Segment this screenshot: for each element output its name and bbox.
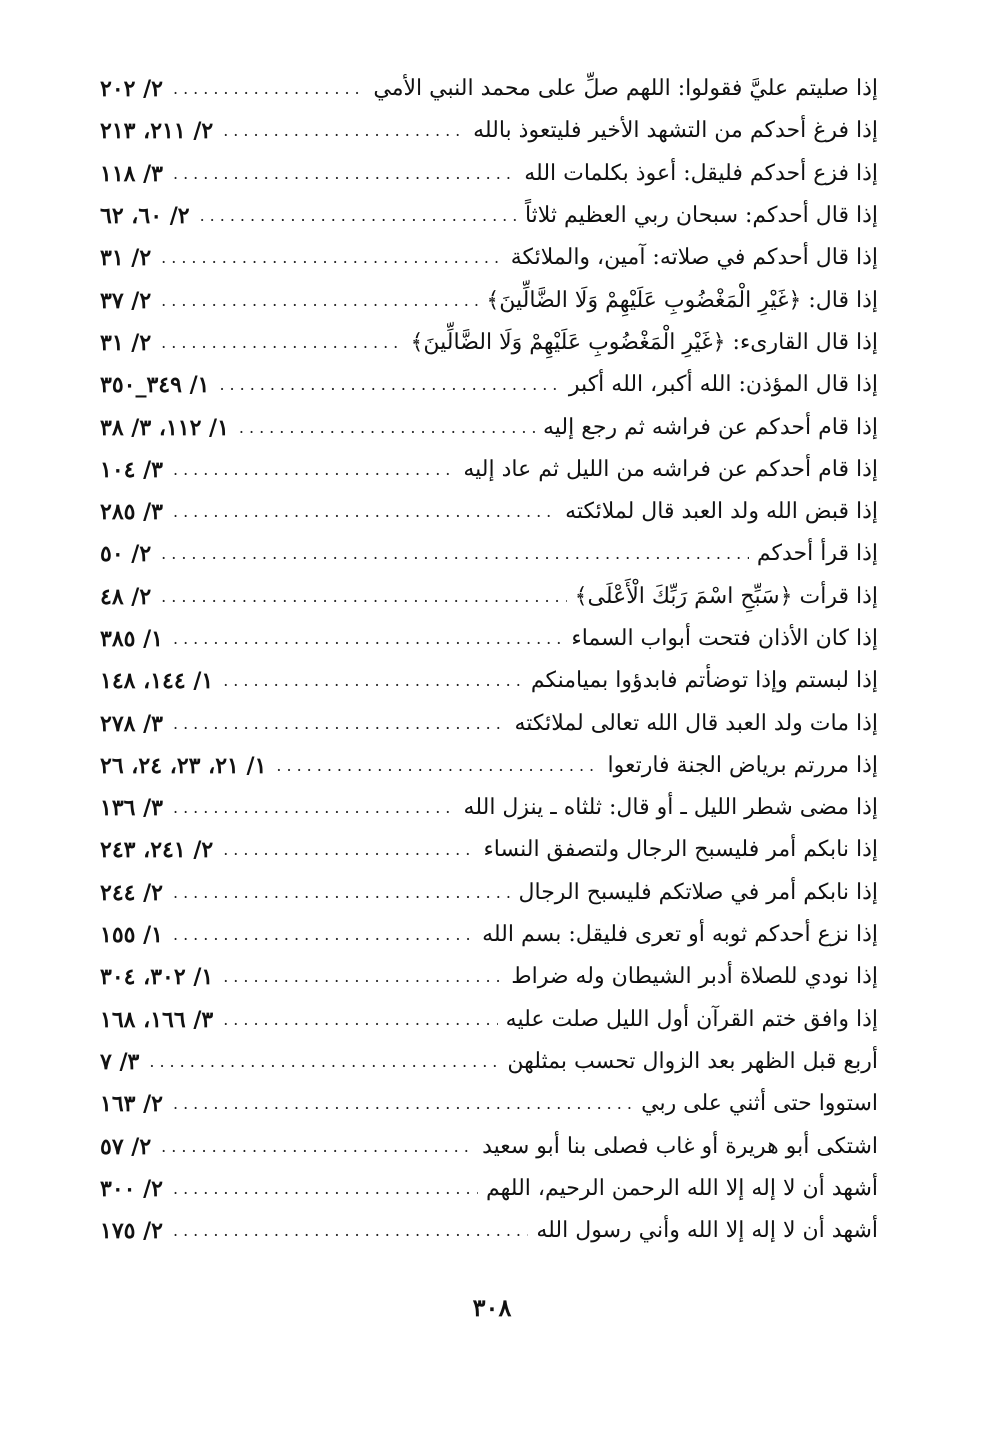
entry-reference: ٣/ ١٣٦: [100, 795, 163, 822]
entry-text: إذا قال أحدكم في صلاته: آمين، والملائكة: [510, 245, 878, 271]
entry-reference: ٢/ ٥٠: [100, 541, 152, 568]
index-entry: [100, 153, 878, 195]
entry-reference: ٢/ ٤٨: [100, 583, 152, 610]
dot-leader: [161, 546, 749, 562]
dot-leader: [219, 377, 560, 393]
entry-text: إذا فرغ أحدكم من التشهد الأخير فليتعوذ بالله: [473, 118, 878, 144]
entry-text: إذا كان الأذان فتحت أبواب السماء: [571, 626, 878, 651]
dot-leader: [223, 1012, 497, 1028]
entry-reference: ٢/ ١٦٣: [100, 1091, 163, 1118]
entry-text: إذا قال أحدكم: سبحان ربي العظيم ثلاثاً: [524, 203, 878, 229]
index-entry: [100, 914, 878, 956]
index-entry: [100, 872, 878, 914]
entry-text: إذا مررتم برياض الجنة فارتعوا: [607, 752, 878, 778]
dot-leader: [173, 927, 474, 943]
entry-text: إذا مضى شطر الليل ـ أو قال: ثلثاه ـ ينزل الله: [463, 795, 878, 821]
entry-text: أربع قبل الظهر بعد الزوال تحسب بمثلهن: [507, 1048, 878, 1074]
index-entry: [100, 1210, 878, 1252]
entry-text: إذا نابكم أمر فليسبح الرجال ولتصفق النساء: [483, 837, 878, 863]
entry-text: إذا نزع أحدكم ثوبه أو تعرى فليقل: بسم الله: [482, 922, 878, 948]
entry-text: اشتكى أبو هريرة أو غاب فصلى بنا أبو سعيد: [482, 1133, 878, 1159]
index-entry: [100, 829, 878, 871]
index-entry: [100, 491, 878, 533]
dot-leader: [161, 1139, 474, 1155]
index-entry: [100, 237, 878, 279]
entry-reference: ٢/ ١٧٥: [100, 1218, 163, 1245]
entry-text: إذا نودي للصلاة أدبر الشيطان وله ضراط: [511, 964, 878, 990]
dot-leader: [173, 504, 557, 520]
entry-text: أشهد أن لا إله إلا الله وأني رسول الله: [536, 1218, 878, 1244]
index-entry: [100, 660, 878, 702]
dot-leader: [173, 1096, 633, 1112]
dot-leader: [223, 969, 503, 985]
dot-leader: [173, 631, 563, 647]
entry-reference: ٢/ ٥٧: [100, 1133, 152, 1160]
dot-leader: [173, 81, 365, 97]
entry-text: إذا قرأت ﴿سَبِّحِ اسْمَ رَبِّكَ الْأَعْلَى﴾: [574, 583, 878, 609]
entry-text: أشهد أن لا إله إلا الله الرحمن الرحيم، اللهم: [486, 1175, 878, 1201]
dot-leader: [173, 1181, 478, 1197]
index-entry: [100, 999, 878, 1041]
entry-text: إذا قام أحدكم عن فراشه من الليل ثم عاد إليه: [463, 456, 878, 482]
index-entry: [100, 533, 878, 575]
index-entry: [100, 322, 878, 364]
entry-reference: ٣/ ١٦٦، ١٦٨: [100, 1006, 214, 1033]
entry-reference: ٣/ ٢٧٨: [100, 710, 163, 737]
index-entry: [100, 195, 878, 237]
entry-reference: ١/ ٣٤٩_٣٥٠: [100, 372, 210, 399]
entry-reference: ٢/ ٣٧: [100, 287, 152, 314]
entry-text: إذا مات ولد العبد قال الله تعالى لملائكته: [514, 710, 878, 736]
index-entry: [100, 576, 878, 618]
dot-leader: [149, 1054, 499, 1070]
entry-reference: ٢/ ٣١: [100, 329, 152, 356]
entry-reference: ٢/ ٦٠، ٦٢: [100, 203, 190, 230]
entry-reference: ٢/ ٣١: [100, 245, 152, 272]
dot-leader: [223, 673, 523, 689]
entry-reference: ٢/ ٢٤٤: [100, 879, 163, 906]
dot-leader: [173, 1223, 528, 1239]
entry-reference: ٢/ ٣٠٠: [100, 1175, 163, 1202]
index-entry: [100, 1125, 878, 1167]
entry-reference: ٣/ ١١٨: [100, 160, 163, 187]
entry-reference: ١/ ١٥٥: [100, 922, 163, 949]
dot-leader: [161, 335, 402, 351]
index-entry: [100, 364, 878, 406]
dot-leader: [223, 123, 465, 139]
index-entry: [100, 1168, 878, 1210]
entry-reference: ٢/ ٢١١، ٢١٣: [100, 118, 214, 145]
entry-text: إذا قال القارىء: ﴿غَيْرِ الْمَغْضُوبِ عَلَيْهِمْ وَلَا الضَّالِّينَ﴾: [410, 329, 878, 355]
entry-reference: ٣/ ٧: [100, 1048, 140, 1075]
entry-reference: ١/ ٢١، ٢٣، ٢٤، ٢٦: [100, 752, 267, 779]
dot-leader: [161, 293, 478, 309]
entry-text: إذا قبض الله ولد العبد قال لملائكته: [565, 499, 878, 525]
entry-text: استووا حتى أثني على ربي: [641, 1091, 878, 1117]
index-entry: [100, 702, 878, 744]
entry-text: إذا قال المؤذن: الله أكبر، الله أكبر: [568, 372, 878, 398]
index-entry: [100, 787, 878, 829]
entry-reference: ١/ ١١٢، ٣/ ٣٨: [100, 414, 229, 441]
dot-leader: [173, 166, 516, 182]
entry-reference: ٣/ ٢٨٥: [100, 499, 163, 526]
entry-text: إذا لبستم وإذا توضأتم فابدؤوا بميامنكم: [530, 668, 878, 694]
index-entry: [100, 956, 878, 998]
dot-leader: [173, 800, 456, 816]
index-entry: [100, 745, 878, 787]
entry-text: إذا نابكم أمر في صلاتكم فليسبح الرجال: [518, 879, 878, 905]
entry-reference: ٢/ ٢٤١، ٢٤٣: [100, 837, 214, 864]
entry-text: إذا قرأ أحدكم: [756, 541, 878, 567]
dot-leader: [223, 842, 475, 858]
entry-reference: ٣/ ١٠٤: [100, 456, 163, 483]
index-entry: [100, 1041, 878, 1083]
dot-leader: [239, 420, 535, 436]
dot-leader: [173, 885, 511, 901]
index-entry: [100, 110, 878, 152]
index-entry: [100, 449, 878, 491]
index-entry: [100, 406, 878, 448]
dot-leader: [173, 716, 507, 732]
hadith-index-list: [100, 68, 878, 1252]
entry-text: إذا فزع أحدكم فليقل: أعوذ بكلمات الله: [524, 160, 878, 186]
entry-text: إذا قال: ﴿غَيْرِ الْمَغْضُوبِ عَلَيْهِمْ وَلَا الضَّالِّينَ﴾: [486, 287, 878, 313]
index-entry: [100, 618, 878, 660]
dot-leader: [161, 589, 566, 605]
index-entry: [100, 1083, 878, 1125]
entry-reference: ١/ ٣٨٥: [100, 626, 163, 652]
entry-text: إذا وافق ختم القرآن أول الليل صلت عليه: [505, 1006, 878, 1032]
entry-text: إذا صليتم عليَّ فقولوا: اللهم صلِّ على محمد النبي الأمي: [373, 76, 878, 102]
dot-leader: [161, 250, 503, 266]
index-entry: [100, 68, 878, 110]
dot-leader: [200, 208, 517, 224]
entry-text: إذا قام أحدكم عن فراشه ثم رجع إليه: [542, 414, 878, 440]
page-number: ٣٠٨: [472, 1293, 512, 1322]
entry-reference: ١/ ٣٠٢، ٣٠٤: [100, 964, 214, 991]
dot-leader: [276, 758, 599, 774]
entry-reference: ٢/ ٢٠٢: [100, 76, 163, 103]
index-entry: [100, 279, 878, 321]
entry-reference: ١/ ١٤٤، ١٤٨: [100, 668, 214, 695]
dot-leader: [173, 462, 455, 478]
